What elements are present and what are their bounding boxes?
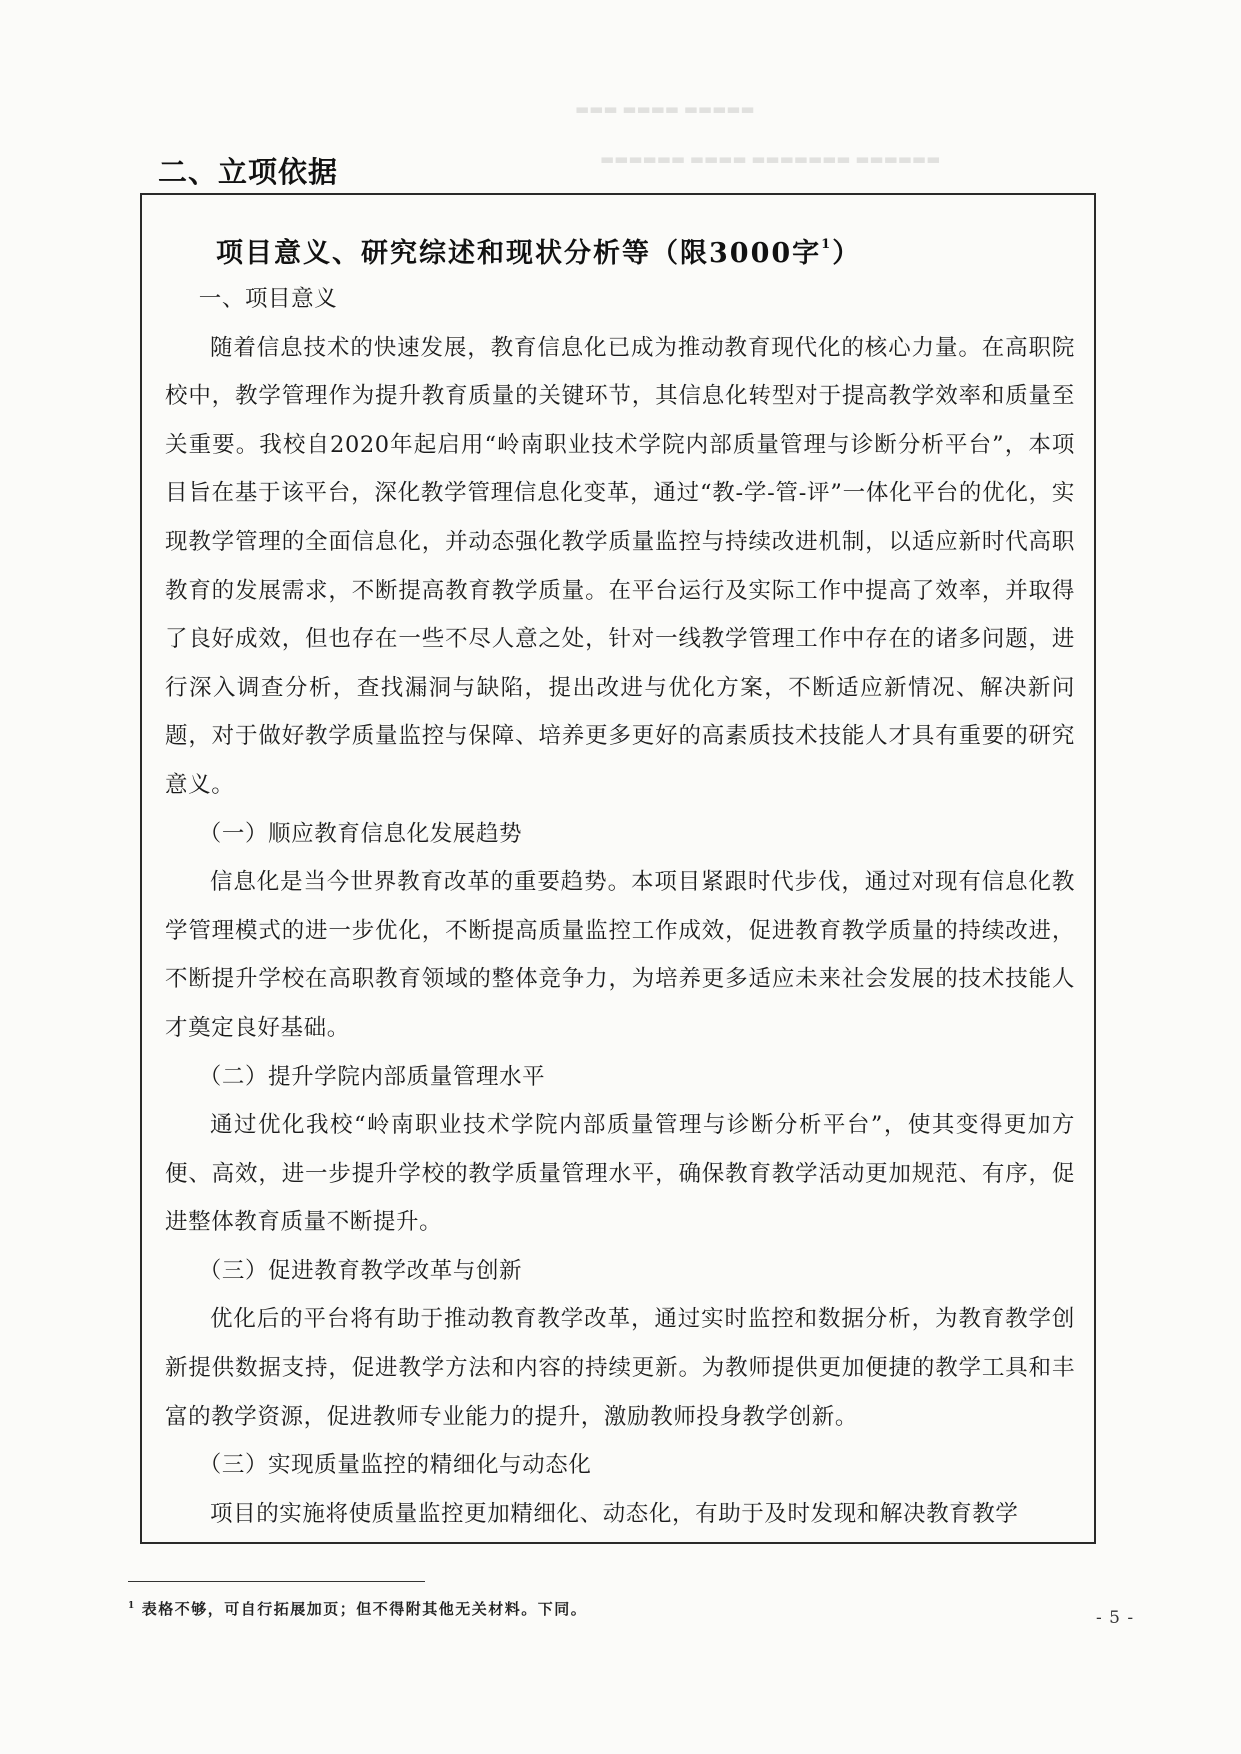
footnote-text: 表格不够，可自行拓展加页；但不得附其他无关材料。下同。 xyxy=(141,1600,588,1618)
footnote xyxy=(128,1598,587,1619)
section-heading: 二、立项依据 xyxy=(158,155,339,189)
paragraph: 通过优化我校“岭南职业技术学院内部质量管理与诊断分析平台”，使其变得更加方便、高效，进一步提升学校的教学质量管理水平，确保教育教学活动更加规范、有序，促进整体教育质量不断提升。 xyxy=(165,1112,1075,1236)
subheading: （二）提升学院内部质量管理水平 xyxy=(198,1063,546,1090)
bleed-through-noise: ▬▬▬ ▬▬▬▬ ▬▬▬▬▬ xyxy=(575,100,755,118)
body-content xyxy=(165,275,1075,1538)
paragraph: 优化后的平台将有助于推动教育教学改革，通过实时监控和数据分析，为教育教学创新提供数据支持，促进教学方法和内容的持续更新。为教师提供更加便捷的教学工具和丰富的教学资源，促进教师专业能力的提升，激励教师投身教学创新。 xyxy=(165,1306,1075,1430)
paragraph: 项目的实施将使质量监控更加精细化、动态化，有助于及时发现和解决教育教学 xyxy=(210,1500,1019,1527)
subheading: （一）顺应教育信息化发展趋势 xyxy=(198,820,523,847)
box-title xyxy=(216,231,861,270)
subheading: 一、项目意义 xyxy=(198,286,338,312)
subheading: （三）促进教育教学改革与创新 xyxy=(198,1257,523,1284)
box-title-text: 项目意义、研究综述和现状分析等（限3000字 xyxy=(216,238,822,269)
content-box xyxy=(140,193,1096,1544)
bleed-through-noise: ▬▬▬▬▬▬ ▬▬▬▬ ▬▬▬▬▬▬▬ ▬▬▬▬▬▬ xyxy=(600,150,941,168)
box-title-close: ） xyxy=(832,238,862,269)
subheading: （三）实现质量监控的精细化与动态化 xyxy=(198,1452,592,1479)
page-number: - 5 - xyxy=(1096,1608,1135,1628)
box-title-footnote-marker: 1 xyxy=(821,237,833,252)
footnote-marker: 1 xyxy=(128,1601,136,1611)
footnote-divider xyxy=(128,1581,425,1582)
paragraph: 随着信息技术的快速发展，教育信息化已成为推动教育现代化的核心力量。在高职院校中，教学管理作为提升教育质量的关键环节，其信息化转型对于提高教学效率和质量至关重要。我校自2020年起启用“岭南职业技术学院内部质量管理与诊断分析平台”，本项目旨在基于该平台，深化教学管理信息化变革，通过“教-学-管-评”一体化平台的优化，实现教学管理的全面信息化，并动态强化教学质量监控与持续改进机制，以适应新时代高职教育的发展需求，不断提高教育教学质量。在平台运行及实际工作中提高了效率，并取得了良好成效，但也存在一些不尽人意之处，针对一线教学管理工作中存在的诸多问题，进行深入调查分析，查找漏洞与缺陷，提出改进与优化方案，不断适应新情况、解决新问题，对于做好教学质量监控与保障、培养更多更好的高素质技术技能人才具有重要的研究意义。 xyxy=(165,334,1075,798)
paragraph: 信息化是当今世界教育改革的重要趋势。本项目紧跟时代步伐，通过对现有信息化教学管理模式的进一步优化，不断提高质量监控工作成效，促进教育教学质量的持续改进，不断提升学校在高职教育领域的整体竞争力，为培养更多适应未来社会发展的技术技能人才奠定良好基础。 xyxy=(165,869,1075,1041)
